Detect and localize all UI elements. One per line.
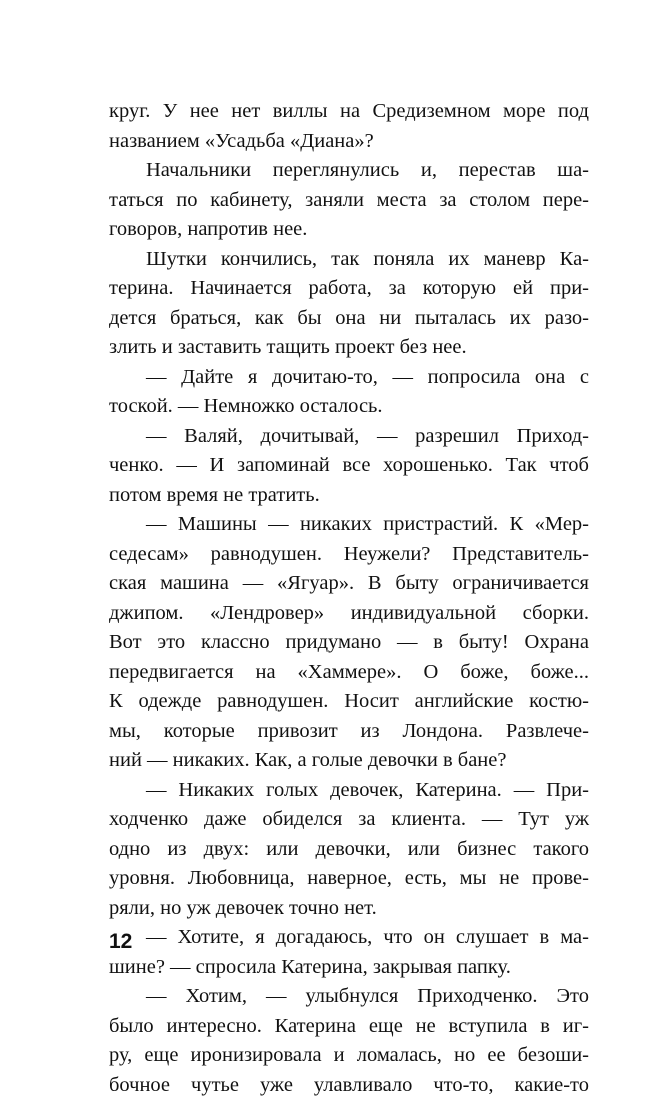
text-line: таться по кабинету, заняли места за столом пере-	[109, 186, 589, 216]
text-line: Шутки кончились, так поняла их маневр Ка-	[109, 245, 589, 275]
text-line: передвигается на «Хаммере». О боже, боже...	[109, 658, 589, 688]
text-line: — Хотим, — улыбнулся Приходченко. Это	[109, 982, 589, 1012]
text-line: ченко. — И запоминай все хорошенько. Так чтоб	[109, 451, 589, 481]
text-line: терина. Начинается работа, за которую ей при-	[109, 274, 589, 304]
text-line: мы, которые привозит из Лондона. Развлече-	[109, 717, 589, 747]
text-line: Начальники переглянулись и, перестав ша-	[109, 156, 589, 186]
text-line: джипом. «Лендровер» индивидуальной сборки.	[109, 599, 589, 629]
text-line: бочное чутье уже улавливало что-то, какие-то	[109, 1071, 589, 1100]
text-line: ру, еще иронизировала и ломалась, но ее безоши-	[109, 1041, 589, 1071]
text-line: — Хотите, я догадаюсь, что он слушает в ма-	[109, 923, 589, 953]
text-line: уровня. Любовница, наверное, есть, мы не прове-	[109, 864, 589, 894]
text-line: ряли, но уж девочек точно нет.	[109, 894, 589, 924]
text-line: Вот это классно придумано — в быту! Охрана	[109, 628, 589, 658]
text-line: злить и заставить тащить проект без нее.	[109, 333, 589, 363]
text-line: ская машина — «Ягуар». В быту ограничивается	[109, 569, 589, 599]
page-number: 12	[109, 930, 132, 954]
text-line: дется браться, как бы она ни пыталась их разо-	[109, 304, 589, 334]
text-line: К одежде равнодушен. Носит английские костю-	[109, 687, 589, 717]
text-line: круг. У нее нет виллы на Средиземном море под	[109, 97, 589, 127]
text-line: одно из двух: или девочки, или бизнес такого	[109, 835, 589, 865]
text-line: — Дайте я дочитаю-то, — попросила она с	[109, 363, 589, 393]
text-line: шине? — спросила Катерина, закрывая папку.	[109, 953, 589, 983]
text-line: седесам» равнодушен. Неужели? Представитель-	[109, 540, 589, 570]
text-line: ний — никаких. Как, а голые девочки в бане?	[109, 746, 589, 776]
text-line: говоров, напротив нее.	[109, 215, 589, 245]
text-line: потом время не тратить.	[109, 481, 589, 511]
text-line: было интересно. Катерина еще не вступила в иг-	[109, 1012, 589, 1042]
text-line: названием «Усадьба «Диана»?	[109, 127, 589, 157]
body-text	[109, 97, 589, 1100]
text-line: тоской. — Немножко осталось.	[109, 392, 589, 422]
text-line: ходченко даже обиделся за клиента. — Тут уж	[109, 805, 589, 835]
text-line: — Машины — никаких пристрастий. К «Мер-	[109, 510, 589, 540]
text-line: — Никаких голых девочек, Катерина. — При-	[109, 776, 589, 806]
text-line: — Валяй, дочитывай, — разрешил Приход-	[109, 422, 589, 452]
